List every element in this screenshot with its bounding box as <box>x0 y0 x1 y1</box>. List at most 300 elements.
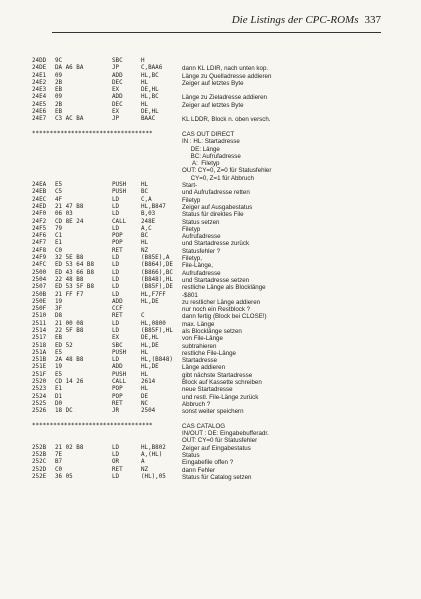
opcode-bytes: 21 47 B8 <box>55 203 84 210</box>
comment: zu restlicher Länge addieren <box>182 298 261 306</box>
mnemonic: LD <box>112 269 120 276</box>
mnemonic <box>112 160 141 167</box>
address <box>32 153 55 160</box>
mnemonic: CALL <box>112 218 127 225</box>
operand <box>141 160 182 167</box>
opcode-bytes: C0 <box>55 466 63 473</box>
operand <box>141 153 182 160</box>
listing-line <box>32 58 392 65</box>
comment: BC: Aufrufadresse <box>182 152 241 160</box>
address: 24F2 <box>32 218 47 225</box>
listing-line <box>32 321 392 328</box>
opcode-bytes: D8 <box>55 313 63 320</box>
mnemonic: POP <box>112 393 123 400</box>
operand: NZ <box>141 247 149 254</box>
opcode-bytes: 2B <box>55 79 63 86</box>
address: 2514 <box>32 327 47 334</box>
address: 24FC <box>32 262 47 269</box>
operand: NZ <box>141 466 149 473</box>
operand: HL,0800 <box>141 320 166 327</box>
address: 24F8 <box>32 247 47 254</box>
mnemonic <box>112 153 141 160</box>
comment: von File-Länge <box>182 335 223 343</box>
address: 251E <box>32 364 47 371</box>
mnemonic: CCF <box>112 306 123 313</box>
operand: HL <box>141 349 149 356</box>
opcode-bytes: C3 AC BA <box>55 116 84 123</box>
listing-line <box>32 423 392 430</box>
listing-line <box>32 408 392 415</box>
listing-line <box>32 255 392 262</box>
opcode-bytes: 2A 48 B8 <box>55 357 84 364</box>
listing-line <box>32 65 392 72</box>
operand: BAAC <box>141 116 156 123</box>
address <box>32 430 55 437</box>
listing-line <box>32 109 392 116</box>
listing-line <box>32 313 392 320</box>
listing-line <box>32 394 392 401</box>
opcode-bytes: 36 05 <box>55 473 73 480</box>
operand: B,03 <box>141 211 156 218</box>
address: 2510 <box>32 313 47 320</box>
operand: A,(HL) <box>141 452 163 459</box>
listing-line <box>32 467 392 474</box>
comment: Aufrufadresse <box>182 233 221 241</box>
address: 24E7 <box>32 116 47 123</box>
operand: HL,BC <box>141 94 159 101</box>
address: 24EA <box>32 182 47 189</box>
address: 24E2 <box>32 79 47 86</box>
listing-line <box>32 80 392 87</box>
opcode-bytes: E1 <box>55 386 63 393</box>
mnemonic <box>112 175 141 182</box>
operand: HL,F7FF <box>141 291 166 298</box>
comment <box>182 109 392 116</box>
listing-line <box>32 233 392 240</box>
listing-line <box>32 357 392 364</box>
address: 250B <box>32 291 47 298</box>
mnemonic: SBC <box>112 342 123 349</box>
mnemonic: LD <box>112 255 120 262</box>
comment: OUT: CY=0 für Statusfehler <box>182 437 258 445</box>
blank-line <box>32 124 392 131</box>
mnemonic: ADD <box>112 298 123 305</box>
listing-line <box>32 226 392 233</box>
address: 24E1 <box>32 72 47 79</box>
operand: HL <box>141 371 149 378</box>
operand: (B866),BC <box>141 269 173 276</box>
listing-line <box>32 379 392 386</box>
comment: A: Filetyp <box>182 160 220 168</box>
opcode-bytes: ED 52 <box>55 342 73 349</box>
operand: DE,HL <box>141 109 159 116</box>
comment: sonst weiter speichern <box>182 408 244 416</box>
mnemonic: LD <box>112 262 120 269</box>
mnemonic: POP <box>112 386 123 393</box>
mnemonic <box>112 138 141 145</box>
mnemonic: LD <box>112 320 120 327</box>
address: 24E5 <box>32 101 47 108</box>
opcode-bytes: DA A6 BA <box>55 65 84 72</box>
comment: Zeiger auf Eingabestatus <box>182 444 251 452</box>
listing-line <box>32 299 392 306</box>
comment <box>182 58 392 65</box>
operand: HL,(B848) <box>141 357 173 364</box>
comment: und Startadresse setzen <box>182 276 250 284</box>
operand: HL,DE <box>141 298 159 305</box>
listing-line <box>32 131 392 138</box>
operand: DE,HL <box>141 335 159 342</box>
opcode-bytes: 19 <box>55 364 63 371</box>
operand: 248E <box>141 218 156 225</box>
listing-line <box>32 87 392 94</box>
address: 2524 <box>32 393 47 400</box>
comment: Eingabefile offen ? <box>182 459 234 467</box>
operand: (B85F),DE <box>141 284 173 291</box>
opcode-bytes: D0 <box>55 400 63 407</box>
listing-line <box>32 240 392 247</box>
mnemonic: LD <box>112 284 120 291</box>
comment: Länge addieren <box>182 364 226 372</box>
operand: BC <box>141 189 149 196</box>
comment: neue Startadresse <box>182 386 233 394</box>
opcode-bytes: 06 03 <box>55 211 73 218</box>
address: 251A <box>32 349 47 356</box>
opcode-bytes: EB <box>55 87 63 94</box>
comment: restliche File-Länge <box>182 349 236 357</box>
comment: Filetyp, <box>182 255 202 263</box>
listing-line <box>32 102 392 109</box>
comment: und Aufrufadresse retten <box>182 189 250 197</box>
comment: Status für direktes File <box>182 211 244 219</box>
comment: gibt nächste Startadresse <box>182 371 253 379</box>
page-title: Die Listings der CPC-ROMs <box>231 14 359 26</box>
listing-line <box>32 306 392 313</box>
mnemonic: ADD <box>112 72 123 79</box>
address: 24F5 <box>32 225 47 232</box>
opcode-bytes <box>55 175 112 182</box>
address: 251F <box>32 371 47 378</box>
blank-line <box>32 416 392 423</box>
comment: und restl. File-Länge zurück <box>182 393 259 401</box>
operand: NC <box>141 400 149 407</box>
listing-line <box>32 197 392 204</box>
listing-line <box>32 146 392 153</box>
mnemonic: POP <box>112 240 123 247</box>
opcode-bytes: D1 <box>55 393 63 400</box>
opcode-bytes: 21 00 08 <box>55 320 84 327</box>
listing-line <box>32 328 392 335</box>
listing-line <box>32 474 392 481</box>
comment: Statusfehler ? <box>182 247 221 255</box>
operand <box>141 138 182 145</box>
comment: Aufrufadresse <box>182 269 221 277</box>
opcode-bytes: 79 <box>55 225 63 232</box>
operand: C <box>141 313 145 320</box>
operand: (B85E),A <box>141 255 170 262</box>
opcode-bytes: 09 <box>55 94 63 101</box>
address: 252E <box>32 473 47 480</box>
address: 24F7 <box>32 240 47 247</box>
opcode-bytes: 32 5E B8 <box>55 255 84 262</box>
listing-line <box>32 167 392 174</box>
comment: subtrahieren <box>182 342 217 350</box>
address: 2511 <box>32 320 47 327</box>
opcode-bytes: 18 DC <box>55 408 73 415</box>
address <box>32 146 55 153</box>
mnemonic: LD <box>112 444 120 451</box>
address: 251B <box>32 357 47 364</box>
address: 2523 <box>32 386 47 393</box>
listing-line <box>32 73 392 80</box>
mnemonic: LD <box>112 203 120 210</box>
operand: (B848),HL <box>141 276 173 283</box>
operand: HL,DE <box>141 364 159 371</box>
operand: HL,BC <box>141 72 159 79</box>
mnemonic: ADD <box>112 94 123 101</box>
mnemonic: EX <box>112 109 120 116</box>
listing-line <box>32 401 392 408</box>
comment: Filetyp <box>182 225 201 233</box>
opcode-bytes: 9C <box>55 58 63 64</box>
operand: BC <box>141 233 149 240</box>
opcode-bytes <box>55 146 112 153</box>
mnemonic: RET <box>112 400 123 407</box>
opcode-bytes: CD 14 26 <box>55 379 84 386</box>
operand: HL <box>141 101 149 108</box>
comment: IN/OUT : DE: Eingabebufferadr. <box>182 430 269 438</box>
listing-line <box>32 372 392 379</box>
page-header <box>232 14 381 26</box>
mnemonic: RET <box>112 247 123 254</box>
opcode-bytes: 2B <box>55 101 63 108</box>
header-rule <box>52 32 381 33</box>
operand: DE <box>141 393 149 400</box>
opcode-bytes: 19 <box>55 298 63 305</box>
opcode-bytes: ED 53 5F B8 <box>55 284 95 291</box>
opcode-bytes: 09 <box>55 72 63 79</box>
operand <box>141 175 182 182</box>
opcode-bytes <box>55 153 112 160</box>
address: 2517 <box>32 335 47 342</box>
listing-line <box>32 270 392 277</box>
operand: H <box>141 58 145 64</box>
address: 2504 <box>32 276 47 283</box>
comment: IN : HL: Startadresse <box>182 138 240 146</box>
mnemonic <box>112 430 141 437</box>
listing-line <box>32 292 392 299</box>
operand: C,A <box>141 196 152 203</box>
address: 2518 <box>32 342 47 349</box>
comment: OUT: CY=0, Z=0 für Statusfehler <box>182 167 272 175</box>
address: 24DD <box>32 58 47 64</box>
address: 252B <box>32 444 47 451</box>
address: 24EC <box>32 196 47 203</box>
listing-line <box>32 386 392 393</box>
mnemonic: RET <box>112 313 123 320</box>
comment: als Blocklänge setzen <box>182 327 242 335</box>
mnemonic: PUSH <box>112 371 127 378</box>
opcode-bytes: CD 8E 24 <box>55 218 84 225</box>
listing-line <box>32 94 392 101</box>
mnemonic: LD <box>112 473 120 480</box>
mnemonic <box>112 146 141 153</box>
operand: (B85F),HL <box>141 327 173 334</box>
comment: Länge zu Zieladresse addieren <box>182 94 267 102</box>
opcode-bytes: E5 <box>55 182 63 189</box>
address: 24E3 <box>32 87 47 94</box>
address: 24E4 <box>32 94 47 101</box>
mnemonic: LD <box>112 291 120 298</box>
mnemonic: ADD <box>112 364 123 371</box>
comment: Start- <box>182 182 198 190</box>
comment: Status setzen <box>182 218 220 226</box>
opcode-bytes: 22 5F B8 <box>55 327 84 334</box>
listing-line <box>32 262 392 269</box>
operand: HL <box>141 79 149 86</box>
mnemonic <box>112 167 141 174</box>
mnemonic: PUSH <box>112 182 127 189</box>
opcode-bytes: 21 02 B8 <box>55 444 84 451</box>
listing-line <box>32 175 392 182</box>
listing-line <box>32 138 392 145</box>
comment: und Startadresse zurück <box>182 240 250 248</box>
opcode-bytes: EB <box>55 335 63 342</box>
comment: Zeiger auf Ausgabestatus <box>182 203 253 211</box>
mnemonic: PUSH <box>112 349 127 356</box>
mnemonic: JP <box>112 116 120 123</box>
comment: nur noch ein Restblock ? <box>182 306 251 314</box>
address: 24ED <box>32 203 47 210</box>
address: 24EB <box>32 189 47 196</box>
opcode-bytes: 4F <box>55 196 63 203</box>
address: 2520 <box>32 379 47 386</box>
operand: HL,B802 <box>141 444 166 451</box>
separator-stars: ********************************** <box>32 422 153 429</box>
mnemonic: POP <box>112 233 123 240</box>
listing-line <box>32 437 392 444</box>
comment: Block auf Kassette schreiben <box>182 379 262 387</box>
mnemonic: DEC <box>112 101 123 108</box>
opcode-bytes: ED 53 64 B8 <box>55 262 95 269</box>
listing-line <box>32 116 392 123</box>
listing-line <box>32 277 392 284</box>
opcode-bytes <box>55 430 112 437</box>
mnemonic: PUSH <box>112 189 127 196</box>
mnemonic: LD <box>112 196 120 203</box>
comment: Zeiger auf letztes Byte <box>182 101 244 109</box>
address: 2507 <box>32 284 47 291</box>
listing-line <box>32 364 392 371</box>
comment: Filetyp <box>182 196 201 204</box>
opcode-bytes: 3F <box>55 306 63 313</box>
mnemonic: SBC <box>112 58 123 64</box>
address: 2500 <box>32 269 47 276</box>
operand: HL <box>141 386 149 393</box>
opcode-bytes <box>55 167 112 174</box>
mnemonic <box>112 437 141 444</box>
page-number: 337 <box>364 14 381 26</box>
comment: dann KL LDIR, nach unten kop. <box>182 65 269 73</box>
listing-line <box>32 350 392 357</box>
opcode-bytes: E5 <box>55 349 63 356</box>
listing-line <box>32 219 392 226</box>
operand: HL,B847 <box>141 203 166 210</box>
operand <box>141 306 182 313</box>
separator-stars: ********************************** <box>32 130 153 137</box>
comment: Status <box>182 452 200 460</box>
opcode-bytes: 7E <box>55 452 63 459</box>
comment: Abbruch ? <box>182 400 211 408</box>
operand: DE,HL <box>141 87 159 94</box>
comment <box>182 87 392 94</box>
address: 24F9 <box>32 255 47 262</box>
mnemonic: RET <box>112 466 123 473</box>
listing-line <box>32 452 392 459</box>
comment: Länge zu Quelladresse addieren <box>182 72 272 80</box>
operand: HL <box>141 240 149 247</box>
listing-line <box>32 343 392 350</box>
listing-line <box>32 182 392 189</box>
operand: HL <box>141 182 149 189</box>
address: 24F0 <box>32 211 47 218</box>
address: 252B <box>32 452 47 459</box>
opcode-bytes <box>55 160 112 167</box>
opcode-bytes: E1 <box>55 240 63 247</box>
comment: Startadresse <box>182 357 218 365</box>
comment: restliche Länge als Blocklänge <box>182 284 266 292</box>
mnemonic: OR <box>112 459 120 466</box>
listing-line <box>32 189 392 196</box>
address <box>32 138 55 145</box>
operand: C,BAA6 <box>141 65 163 72</box>
comment: dann Fehler <box>182 466 216 474</box>
listing-line <box>32 211 392 218</box>
address: 24DE <box>32 65 47 72</box>
listing-line <box>32 459 392 466</box>
address <box>32 437 55 444</box>
opcode-bytes: C0 <box>55 247 63 254</box>
comment: Zeiger auf letztes Byte <box>182 79 244 87</box>
address: 250F <box>32 306 47 313</box>
listing-line <box>32 160 392 167</box>
listing-line <box>32 204 392 211</box>
opcode-bytes: C5 <box>55 189 63 196</box>
operand <box>141 146 182 153</box>
address: 250E <box>32 298 47 305</box>
opcode-bytes <box>55 138 112 145</box>
opcode-bytes: 21 FF F7 <box>55 291 84 298</box>
address <box>32 160 55 167</box>
operand: 2504 <box>141 408 156 415</box>
address: 24F6 <box>32 233 47 240</box>
comment: KL LDDR, Block n. oben versch. <box>182 116 271 124</box>
operand: HL,DE <box>141 342 159 349</box>
listing-line <box>32 430 392 437</box>
mnemonic: JP <box>112 65 120 72</box>
mnemonic: LD <box>112 211 120 218</box>
listing-line <box>32 248 392 255</box>
section-title: CAS OUT DIRECT <box>182 130 235 138</box>
comment: DE: Länge <box>182 145 220 153</box>
address <box>32 175 55 182</box>
mnemonic: LD <box>112 452 120 459</box>
opcode-bytes: ED 43 66 B8 <box>55 269 95 276</box>
comment: dann fertig (Block bei CLOSE!) <box>182 313 267 321</box>
listing-line <box>32 445 392 452</box>
operand: A,C <box>141 225 152 232</box>
comment: File-Länge, <box>182 262 213 270</box>
